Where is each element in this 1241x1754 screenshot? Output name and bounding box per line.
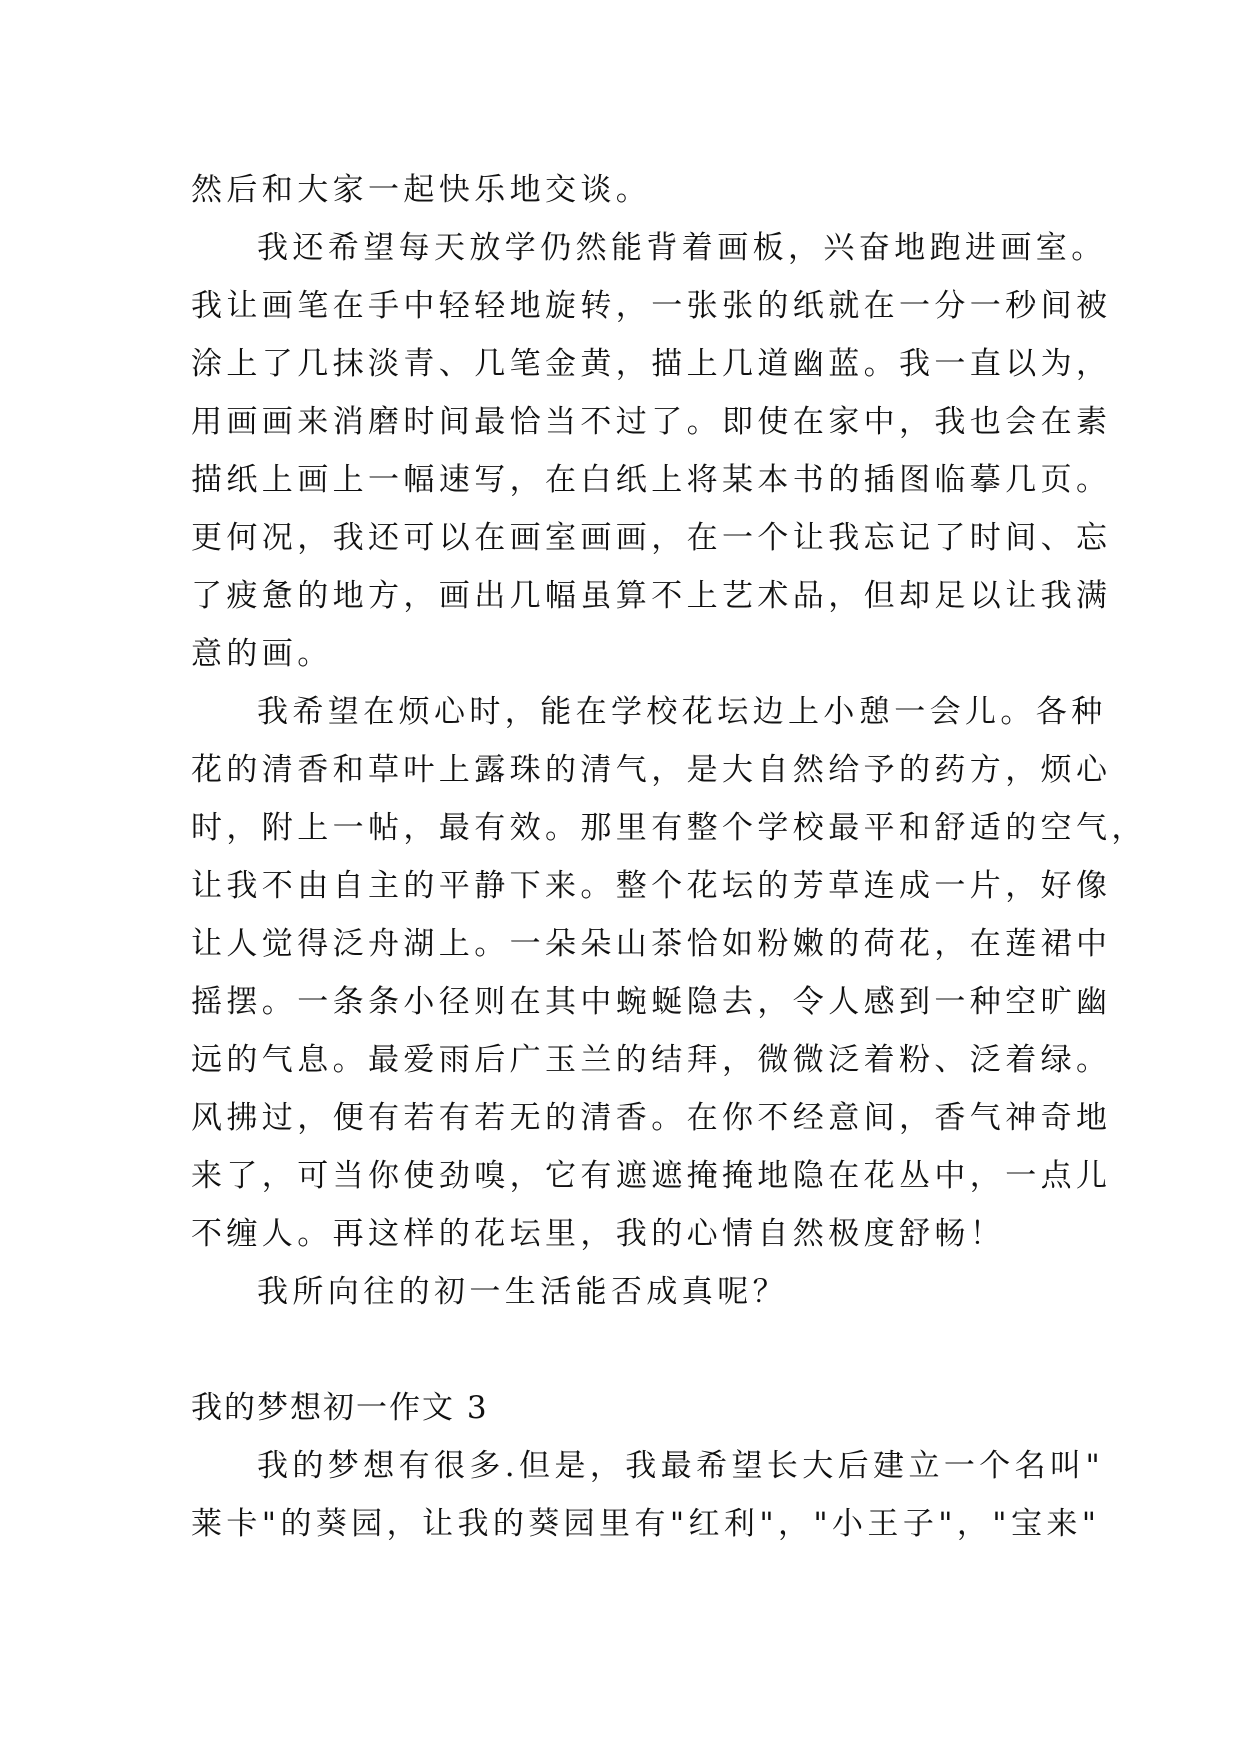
text-line-11: 花的清香和草叶上露珠的清气，是大自然给予的药方，烦心 (191, 752, 1112, 788)
paragraph-start-4: 我所向往的初一生活能否成真呢？ (257, 1274, 788, 1310)
text-line-8: 了疲惫的地方，画出几幅虽算不上艺术品，但却足以让我满 (191, 578, 1112, 614)
section-heading: 我的梦想初一作文 3 (191, 1390, 489, 1426)
paragraph-start-3: 我希望在烦心时，能在学校花坛边上小憩一会儿。各种 (257, 694, 1107, 730)
text-line-7: 更何况，我还可以在画室画画，在一个让我忘记了时间、忘 (191, 520, 1112, 556)
text-line-19: 不缠人。再这样的花坛里，我的心情自然极度舒畅！ (191, 1216, 1006, 1252)
text-line-13: 让我不由自主的平静下来。整个花坛的芳草连成一片，好像 (191, 868, 1112, 904)
text-line-23: 莱卡"的葵园，让我的葵园里有"红利"，"小王子"，"宝来" (191, 1506, 1101, 1542)
text-line-1: 然后和大家一起快乐地交谈。 (191, 172, 652, 208)
text-line-14: 让人觉得泛舟湖上。一朵朵山茶恰如粉嫩的荷花，在莲裙中 (191, 926, 1112, 962)
text-line-17: 风拂过，便有若有若无的清香。在你不经意间，香气神奇地 (191, 1100, 1112, 1136)
text-line-4: 涂上了几抹淡青、几笔金黄，描上几道幽蓝。我一直以为， (191, 346, 1112, 382)
text-line-12: 时，附上一帖，最有效。那里有整个学校最平和舒适的空气， (191, 810, 1147, 846)
text-line-9: 意的画。 (191, 636, 333, 672)
text-line-18: 来了，可当你使劲嗅，它有遮遮掩掩地隐在花丛中，一点儿 (191, 1158, 1112, 1194)
text-line-5: 用画画来消磨时间最恰当不过了。即使在家中，我也会在素 (191, 404, 1112, 440)
paragraph-start-5: 我的梦想有很多.但是，我最希望长大后建立一个名叫" (257, 1448, 1105, 1484)
paragraph-start-2: 我还希望每天放学仍然能背着画板，兴奋地跑进画室。 (257, 230, 1107, 266)
text-line-15: 摇摆。一条条小径则在其中蜿蜒隐去，令人感到一种空旷幽 (191, 984, 1112, 1020)
text-line-16: 远的气息。最爱雨后广玉兰的结拜，微微泛着粉、泛着绿。 (191, 1042, 1112, 1078)
text-line-6: 描纸上画上一幅速写，在白纸上将某本书的插图临摹几页。 (191, 462, 1112, 498)
text-line-3: 我让画笔在手中轻轻地旋转，一张张的纸就在一分一秒间被 (191, 288, 1112, 324)
